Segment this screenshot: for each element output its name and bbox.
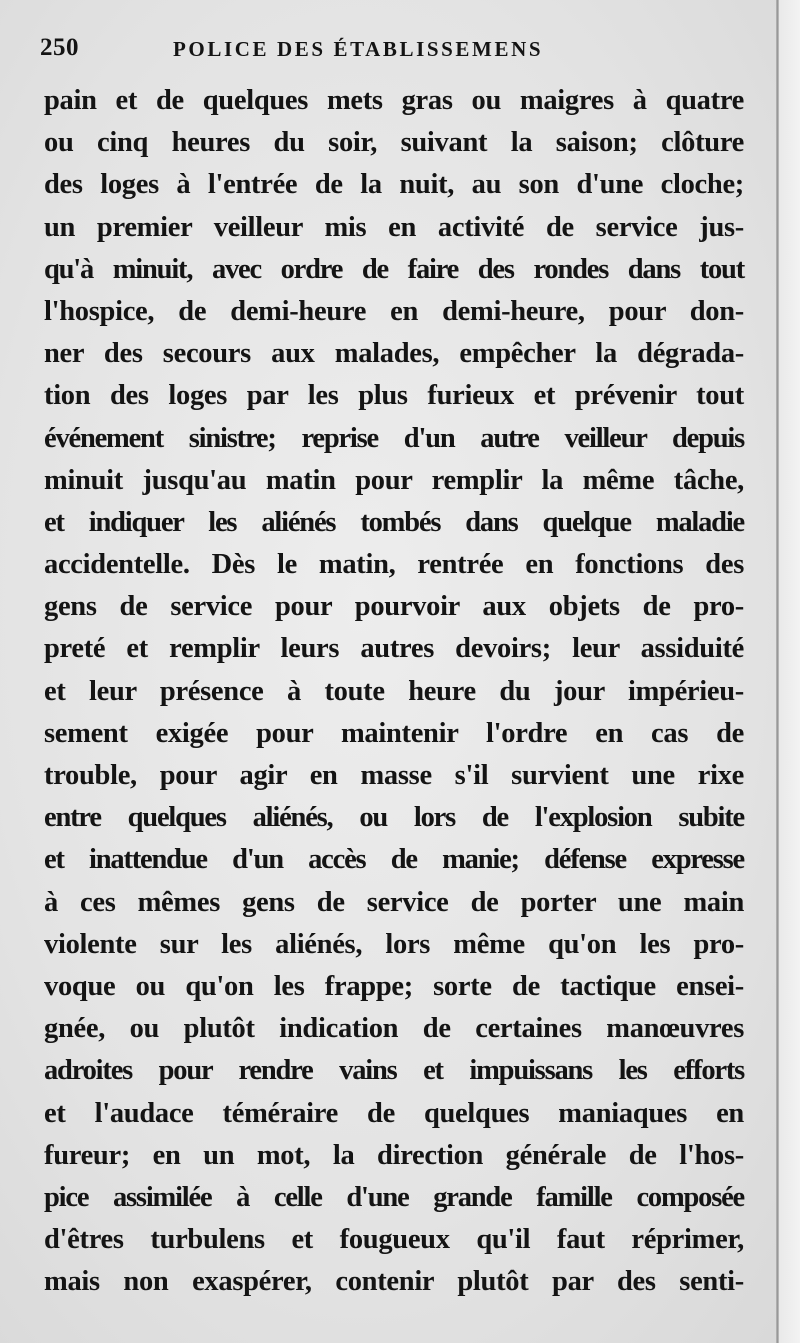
text-line: mais non exaspérer, contenir plutôt par des senti- [44,1266,744,1298]
page-number: 250 [40,34,79,61]
text-line: et indiquer les aliénés tombés dans quelque maladie [44,506,744,538]
text-line: trouble, pour agir en masse s'il survient une rixe [44,760,744,791]
page-header [40,34,740,68]
text-line: fureur; en un mot, la direction générale de l'hos- [44,1139,744,1171]
text-line: gnée, ou plutôt indication de certaines manœuvres [44,1013,744,1045]
text-line: et inattendue d'un accès de manie; défense expresse [44,844,744,876]
text-line: voque ou qu'on les frappe; sorte de tactique ensei- [44,970,744,1002]
text-line: et l'audace téméraire de quelques maniaques en [44,1097,744,1129]
text-line: d'êtres turbulens et fougueux qu'il faut réprimer, [44,1224,744,1256]
text-line: entre quelques aliénés, ou lors de l'explosion subite [44,802,744,834]
text-line: gens de service pour pourvoir aux objets de pro- [44,591,744,623]
text-line: événement sinistre; reprise d'un autre veilleur depuis [44,422,744,454]
text-line: ou cinq heures du soir, suivant la saison; clôture [44,127,744,159]
text-line: à ces mêmes gens de service de porter une main [44,886,744,918]
body-text [44,80,744,1303]
text-line: qu'à minuit, avec ordre de faire des rondes dans tout [44,253,744,285]
text-line: adroites pour rendre vains et impuissans les efforts [44,1055,744,1087]
text-line: violente sur les aliénés, lors même qu'on les pro- [44,928,744,960]
text-line: des loges à l'entrée de la nuit, au son d'une cloche; [44,169,744,201]
text-line: minuit jusqu'au matin pour remplir la même tâche, [44,464,744,496]
text-line: pice assimilée à celle d'une grande famille composée [44,1181,744,1213]
text-line: ner des secours aux malades, empêcher la dégrada- [44,338,744,370]
text-line: sement exigée pour maintenir l'ordre en cas de [44,717,744,749]
text-line: preté et remplir leurs autres devoirs; leur assiduité [44,633,744,665]
text-line: accidentelle. Dès le matin, rentrée en fonctions des [44,549,744,581]
text-line: tion des loges par les plus furieux et prévenir tout [44,380,744,412]
text-line: et leur présence à toute heure du jour impérieu- [44,675,744,707]
text-line: un premier veilleur mis en activité de service jus- [44,211,744,243]
text-line: l'hospice, de demi-heure en demi-heure, pour don- [44,295,744,327]
running-head: POLICE DES ÉTABLISSEMENS [173,37,544,61]
page-edge [779,0,800,1343]
text-line: pain et de quelques mets gras ou maigres à quatre [44,85,744,116]
